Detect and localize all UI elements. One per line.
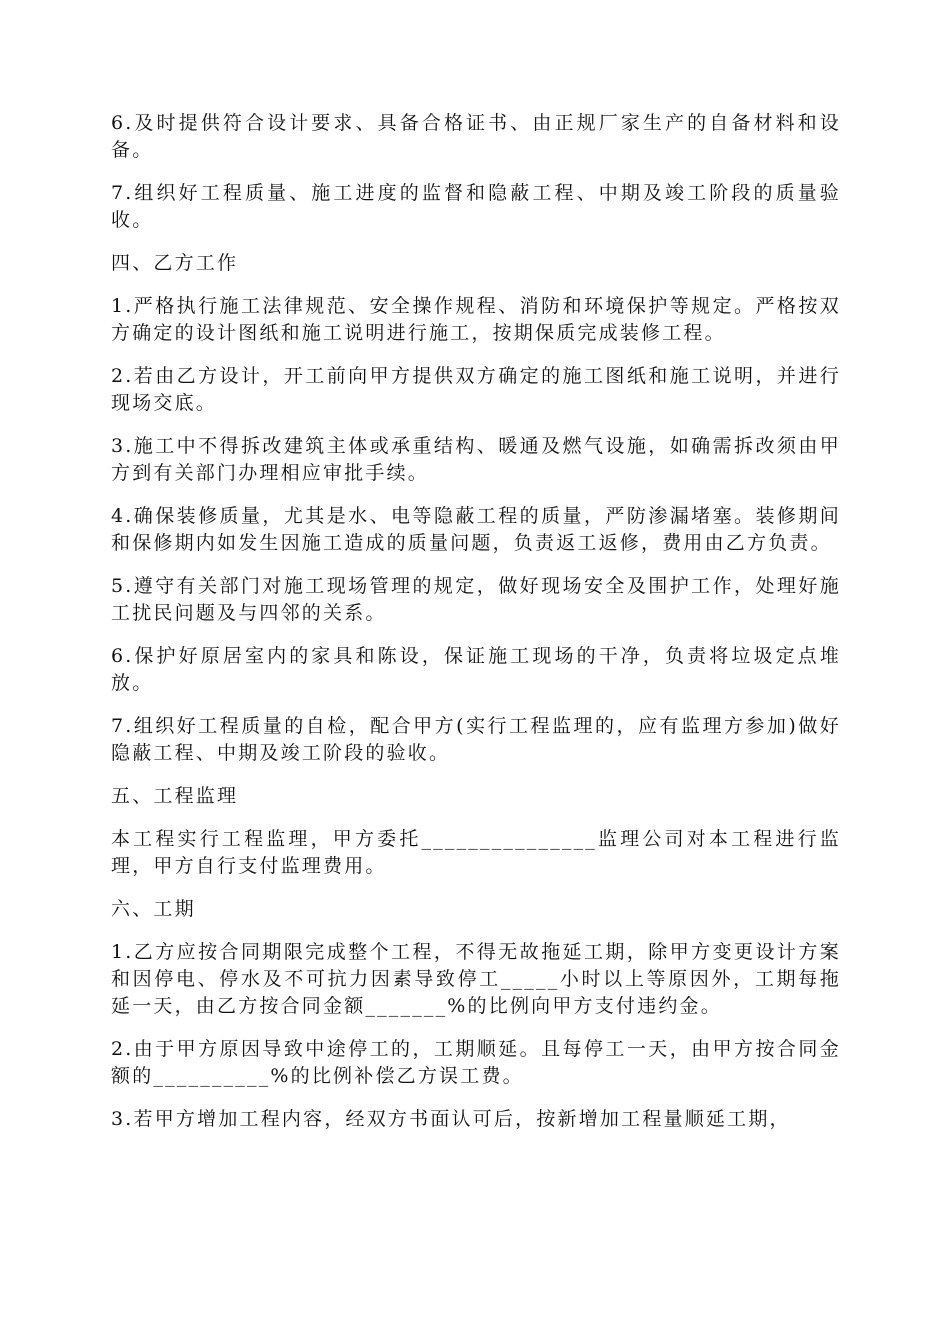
paragraph: 7.组织好工程质量、施工进度的监督和隐蔽工程、中期及竣工阶段的质量验收。: [111, 182, 841, 231]
paragraph: 2.由于甲方原因导致中途停工的，工期顺延。且每停工一天，由甲方按合同金额的__________%的比例补偿乙方误工费。: [111, 1038, 841, 1087]
paragraph: 1.严格执行施工法律规范、安全操作规程、消防和环境保护等规定。严格按双方确定的设计图纸和施工说明进行施工，按期保质完成装修工程。: [111, 295, 841, 344]
paragraph: 1.乙方应按合同期限完成整个工程，不得无故拖延工期，除甲方变更设计方案和因停电、停水及不可抗力因素导致停工_____小时以上等原因外，工期每拖延一天，由乙方按合同金额_______%的比例向甲方支付违约金。: [111, 941, 841, 1017]
paragraph: 6.保护好原居室内的家具和陈设，保证施工现场的干净，负责将垃圾定点堆放。: [111, 645, 841, 694]
paragraph: 3.若甲方增加工程内容，经双方书面认可后，按新增加工程量顺延工期，: [111, 1108, 791, 1130]
paragraph: 6.及时提供符合设计要求、具备合格证书、由正规厂家生产的自备材料和设备。: [111, 112, 841, 161]
section-heading: 四、乙方工作: [111, 252, 239, 274]
paragraph: 7.组织好工程质量的自检，配合甲方(实行工程监理的，应有监理方参加)做好隐蔽工程、中期及竣工阶段的验收。: [111, 715, 841, 764]
paragraph: 3.施工中不得拆改建筑主体或承重结构、暖通及燃气设施，如确需拆改须由甲方到有关部门办理相应审批手续。: [111, 435, 841, 484]
paragraph: 5.遵守有关部门对施工现场管理的规定，做好现场安全及围护工作，处理好施工扰民问题及与四邻的关系。: [111, 575, 841, 624]
section-heading: 五、工程监理: [111, 785, 239, 807]
paragraph: 4.确保装修质量，尤其是水、电等隐蔽工程的质量，严防渗漏堵塞。装修期间和保修期内如发生因施工造成的质量问题，负责返工返修，费用由乙方负责。: [111, 505, 841, 554]
paragraph: 2.若由乙方设计，开工前向甲方提供双方确定的施工图纸和施工说明，并进行现场交底。: [111, 365, 841, 414]
document-page: [111, 110, 841, 1149]
paragraph: 本工程实行工程监理，甲方委托_______________监理公司对本工程进行监理，甲方自行支付监理费用。: [111, 828, 841, 877]
section-heading: 六、工期: [111, 898, 196, 920]
